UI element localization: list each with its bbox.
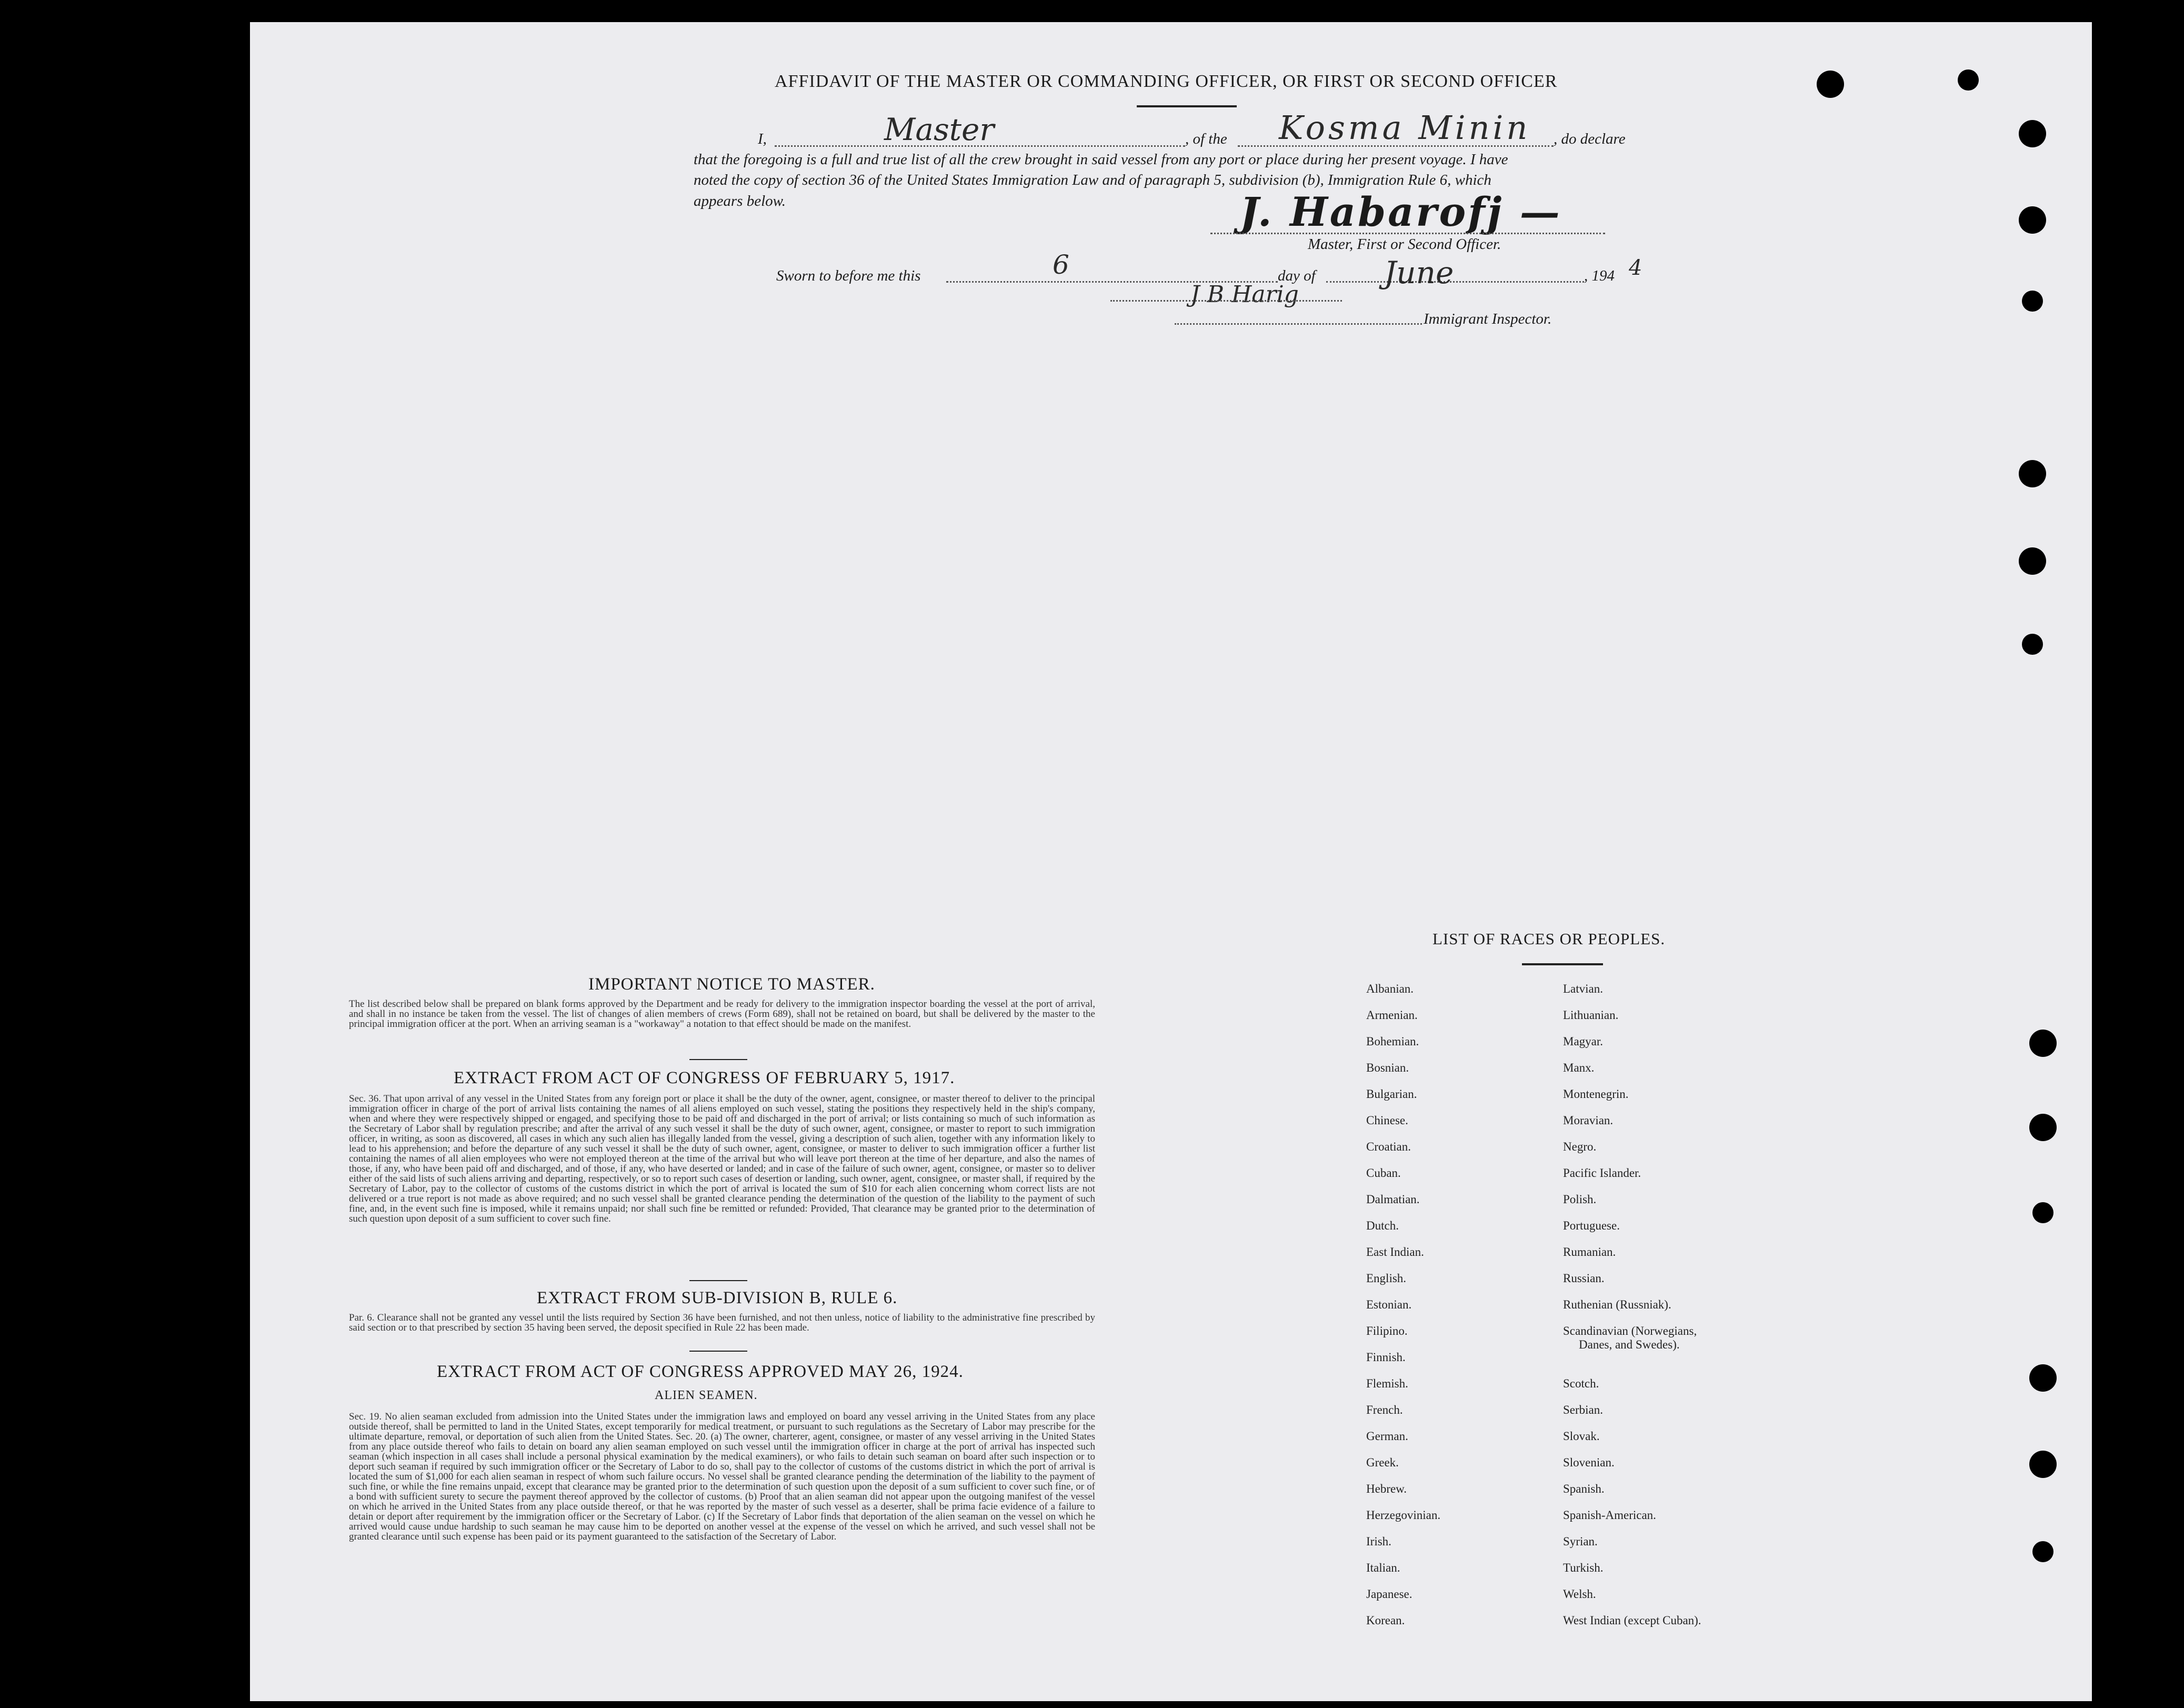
race-item: Polish. xyxy=(1563,1193,1597,1206)
notice-title: IMPORTANT NOTICE TO MASTER. xyxy=(588,975,875,994)
inspector-line-upper xyxy=(1110,300,1342,302)
race-item: Greek. xyxy=(1366,1456,1399,1469)
race-item: Hebrew. xyxy=(1366,1482,1407,1495)
race-item: Montenegrin. xyxy=(1563,1087,1629,1101)
notice-text: The list described below shall be prepared on blank forms approved by the Department and be ready for delivery to the immigration inspector boarding the vessel at the port of arrival, and shall in no instance be taken from the vessel. The list of changes of alien members of crews (Form 689), shall not be retained on board, but shall be delivered by the master to the principal immigration officer at the port. When an arriving seaman is a "workaway" a notation to that effect should be made on the manifest. xyxy=(349,999,1095,1030)
race-item: Chinese. xyxy=(1366,1114,1408,1127)
extract-1924-subtitle: ALIEN SEAMEN. xyxy=(655,1389,758,1402)
race-item: Estonian. xyxy=(1366,1298,1412,1311)
race-item: Korean. xyxy=(1366,1614,1405,1627)
declaration-line-1: that the foregoing is a full and true list of all the crew brought in said vessel from any port or place during her present voyage. I have xyxy=(694,151,1508,168)
race-item: Syrian. xyxy=(1563,1535,1598,1548)
punch-hole xyxy=(2019,206,2046,234)
inspector-line xyxy=(1175,323,1422,325)
race-item: Bohemian. xyxy=(1366,1035,1419,1048)
race-item: Rumanian. xyxy=(1563,1245,1616,1258)
race-item: Serbian. xyxy=(1563,1403,1604,1416)
punch-hole xyxy=(2019,547,2046,575)
race-item: East Indian. xyxy=(1366,1245,1424,1258)
extract-rule6-text: Par. 6. Clearance shall not be granted any vessel until the lists required by Section 36 have been furnished, and not then unless, notice of liability to the administrative fine prescribed by said section or to that prescribed by section 35 having been served, the deposit specified in Rule 22 has been made. xyxy=(349,1313,1095,1333)
race-item: Lithuanian. xyxy=(1563,1008,1619,1022)
declaration-i: I, xyxy=(758,131,767,147)
affidavit-title: AFFIDAVIT OF THE MASTER OR COMMANDING OFFICER, OR FIRST OR SECOND OFFICER xyxy=(775,72,1558,91)
extract-1917-text: Sec. 36. That upon arrival of any vessel in the United States from any foreign port or place it shall be the duty of the owner, agent, consignee, or master thereof to deliver to the principal immigration officer in charge of the port of arrival lists containing the names of all aliens employed on such vessel, stating the positions they respectively held in the ship's company, when and where they were respectively shipped or engaged, and specifying those to be paid off and discharged in the port of arrival; or lists containing so much of such information as the Secretary of Labor shall by regulation prescribe; and after the arrival of any such vessel it shall be the duty of such owner, agent, consignee, or master to report to such immigration officer, in writing, as soon as discovered, all cases in which any such alien has illegally landed from the vessel, giving a description of such alien, together with any information likely to lead to his apprehension; and before the departure of any such vessel it shall be the duty of such owner, agent, consignee, or master to deliver to such immigration officer a further list containing the names of all alien employees who were not employed thereon at the time of the arrival but who will leave port thereon at the time of her departure, and also the names of those, if any, who have been paid off and discharged, and of those, if any, who have deserted or landed; and in case of the failure of such owner, agent, consignee, or master so to deliver either of the said lists of such aliens arriving and departing, respectively, or so to report such cases of desertion or landing, such owner, agent, consignee, or master shall, if required by the Secretary of Labor, pay to the collector of customs of the customs district in which the port of arrival is located the sum of $10 for each alien concerning whom correct lists are not delivered or a true report is not made as above required; and no such vessel shall be granted clearance pending the determination of the question of the liability to the payment of such fine, and, in the event such fine is imposed, while it remains unpaid; nor shall such fine be remitted or refunded: Provided, That clearance may be granted prior to the determination of such question upon deposit of a sum sufficient to cover such fine. xyxy=(349,1094,1095,1224)
day-of-text: day of xyxy=(1278,267,1316,284)
race-item: Pacific Islander. xyxy=(1563,1166,1641,1180)
race-item: Negro. xyxy=(1563,1140,1597,1153)
punch-hole xyxy=(2019,460,2046,487)
extract-1917-title: EXTRACT FROM ACT OF CONGRESS OF FEBRUARY 5, 1917. xyxy=(454,1068,955,1087)
races-title: LIST OF RACES OR PEOPLES. xyxy=(1432,930,1666,948)
divider xyxy=(689,1351,747,1352)
race-item: Welsh. xyxy=(1563,1587,1596,1601)
race-item: Spanish. xyxy=(1563,1482,1605,1495)
race-item: Manx. xyxy=(1563,1061,1595,1074)
master-caption: Master, First or Second Officer. xyxy=(1308,236,1501,253)
vessel-name-handwritten: Kosma Minin xyxy=(1279,108,1531,147)
race-item: Filipino. xyxy=(1366,1324,1408,1337)
master-signature: J. Habarofj — xyxy=(1240,188,1562,235)
divider xyxy=(689,1280,747,1281)
punch-hole xyxy=(2019,120,2046,147)
race-item: Bulgarian. xyxy=(1366,1087,1417,1101)
year-prefix: , 194 xyxy=(1584,267,1615,284)
punch-hole xyxy=(2032,1541,2053,1562)
race-item: Dalmatian. xyxy=(1366,1193,1420,1206)
sworn-text: Sworn to before me this xyxy=(776,267,921,284)
declaration-line-2: noted the copy of section 36 of the United States Immigration Law and of paragraph 5, subdivision (b), Immigration Rule 6, which xyxy=(694,172,1491,188)
year-handwritten: 4 xyxy=(1629,256,1642,280)
race-item: Armenian. xyxy=(1366,1008,1418,1022)
punch-hole xyxy=(1958,69,1979,91)
master-signature-line xyxy=(1210,233,1605,234)
race-item: Ruthenian (Russniak). xyxy=(1563,1298,1671,1311)
punch-hole xyxy=(2032,1202,2053,1223)
race-item: German. xyxy=(1366,1430,1408,1443)
race-item: Slovak. xyxy=(1563,1430,1600,1443)
punch-hole xyxy=(2029,1030,2057,1057)
punch-hole xyxy=(2029,1114,2057,1141)
race-item: English. xyxy=(1366,1272,1407,1285)
declaration-line-3: appears below. xyxy=(694,193,786,209)
month-handwritten: June xyxy=(1384,255,1454,291)
race-item: Japanese. xyxy=(1366,1587,1412,1601)
do-declare-text: , do declare xyxy=(1554,131,1626,147)
punch-hole xyxy=(2022,291,2043,312)
punch-hole xyxy=(2029,1364,2057,1392)
race-item: Irish. xyxy=(1366,1535,1391,1548)
race-item: Herzegovinian. xyxy=(1366,1509,1441,1522)
race-item: French. xyxy=(1366,1403,1403,1416)
race-item: Bosnian. xyxy=(1366,1061,1409,1074)
of-the-text: , of the xyxy=(1185,131,1227,147)
races-divider xyxy=(1522,963,1603,965)
divider xyxy=(689,1059,747,1060)
race-item: Italian. xyxy=(1366,1561,1400,1574)
race-item: Slovenian. xyxy=(1563,1456,1615,1469)
title-divider xyxy=(1137,105,1237,107)
race-item: Flemish. xyxy=(1366,1377,1408,1390)
extract-1924-title: EXTRACT FROM ACT OF CONGRESS APPROVED MAY 26, 1924. xyxy=(437,1362,964,1381)
race-item: Turkish. xyxy=(1563,1561,1604,1574)
race-item: Croatian. xyxy=(1366,1140,1411,1153)
month-line xyxy=(1326,281,1584,283)
inspector-caption: Immigrant Inspector. xyxy=(1424,311,1552,327)
inspector-signature: J B Harig xyxy=(1190,281,1299,308)
race-item: Cuban. xyxy=(1366,1166,1401,1180)
race-item: Russian. xyxy=(1563,1272,1605,1285)
extract-1924-text: Sec. 19. No alien seaman excluded from admission into the United States under the immigration laws and employed on board any vessel arriving in the United States from any place outside thereof, shall be permitted to land in the United States, except temporarily for medical treatment, or pursuant to such regulations as the Secretary of Labor may prescribe for the ultimate departure, removal, or deportation of such alien from the United States. Sec. 20. (a) The owner, charterer, agent, consignee, or master of any vessel arriving in the United States from any place outside thereof who fails to detain on board any alien seaman employed on such vessel until the immigration officer in charge at the port of arrival has inspected such seaman (which inspection in all cases shall include a personal physical examination by the medical examiners), or who fails to detain such seaman on board after such inspection or to deport such seaman if required by such immigration officer or the Secretary of Labor to do so, shall pay to the collector of customs of the customs district in which the port of arrival is located the sum of $1,000 for each alien seaman in respect of whom such failure occurs. No vessel shall be granted clearance pending the determination of the liability to the payment of such fine, or while the fine remains unpaid, except that clearance may be granted prior to the determination of such question upon the deposit of a sum sufficient to cover such fine, or of a bond with sufficient surety to secure the payment thereof approved by the collector of customs. (b) Proof that an alien seaman did not appear upon the outgoing manifest of the vessel on which he arrived in the United States from any place outside thereof, or that he was reported by the master of such vessel as a deserter, shall be prima facie evidence of a failure to detain or deport after requirement by the immigration officer or the Secretary of Labor. (c) If the Secretary of Labor finds that deportation of the alien seaman on the vessel on which he arrived would cause undue hardship to such seaman he may cause him to be deported on another vessel at the expense of the vessel on which he arrived, and such vessel shall not be granted clearance until such expense has been paid or its payment guaranteed to the satisfaction of the Secretary of Labor. xyxy=(349,1412,1095,1542)
race-item: Magyar. xyxy=(1563,1035,1604,1048)
race-item: Finnish. xyxy=(1366,1351,1406,1364)
race-item: Scandinavian (Norwegians, xyxy=(1563,1324,1697,1337)
race-item: West Indian (except Cuban). xyxy=(1563,1614,1701,1627)
punch-hole xyxy=(1817,71,1844,98)
race-item: Dutch. xyxy=(1366,1219,1399,1232)
race-item: Albanian. xyxy=(1366,982,1414,995)
race-item: Danes, and Swedes). xyxy=(1579,1338,1680,1351)
punch-hole xyxy=(2029,1451,2057,1478)
race-item: Moravian. xyxy=(1563,1114,1614,1127)
day-handwritten: 6 xyxy=(1053,249,1069,280)
punch-hole xyxy=(2022,634,2043,655)
race-item: Scotch. xyxy=(1563,1377,1599,1390)
extract-rule6-title: EXTRACT FROM SUB-DIVISION B, RULE 6. xyxy=(537,1289,898,1307)
race-item: Portuguese. xyxy=(1563,1219,1620,1232)
race-item: Spanish-American. xyxy=(1563,1509,1656,1522)
race-item: Latvian. xyxy=(1563,982,1603,995)
rank-handwritten: Master xyxy=(884,112,995,147)
